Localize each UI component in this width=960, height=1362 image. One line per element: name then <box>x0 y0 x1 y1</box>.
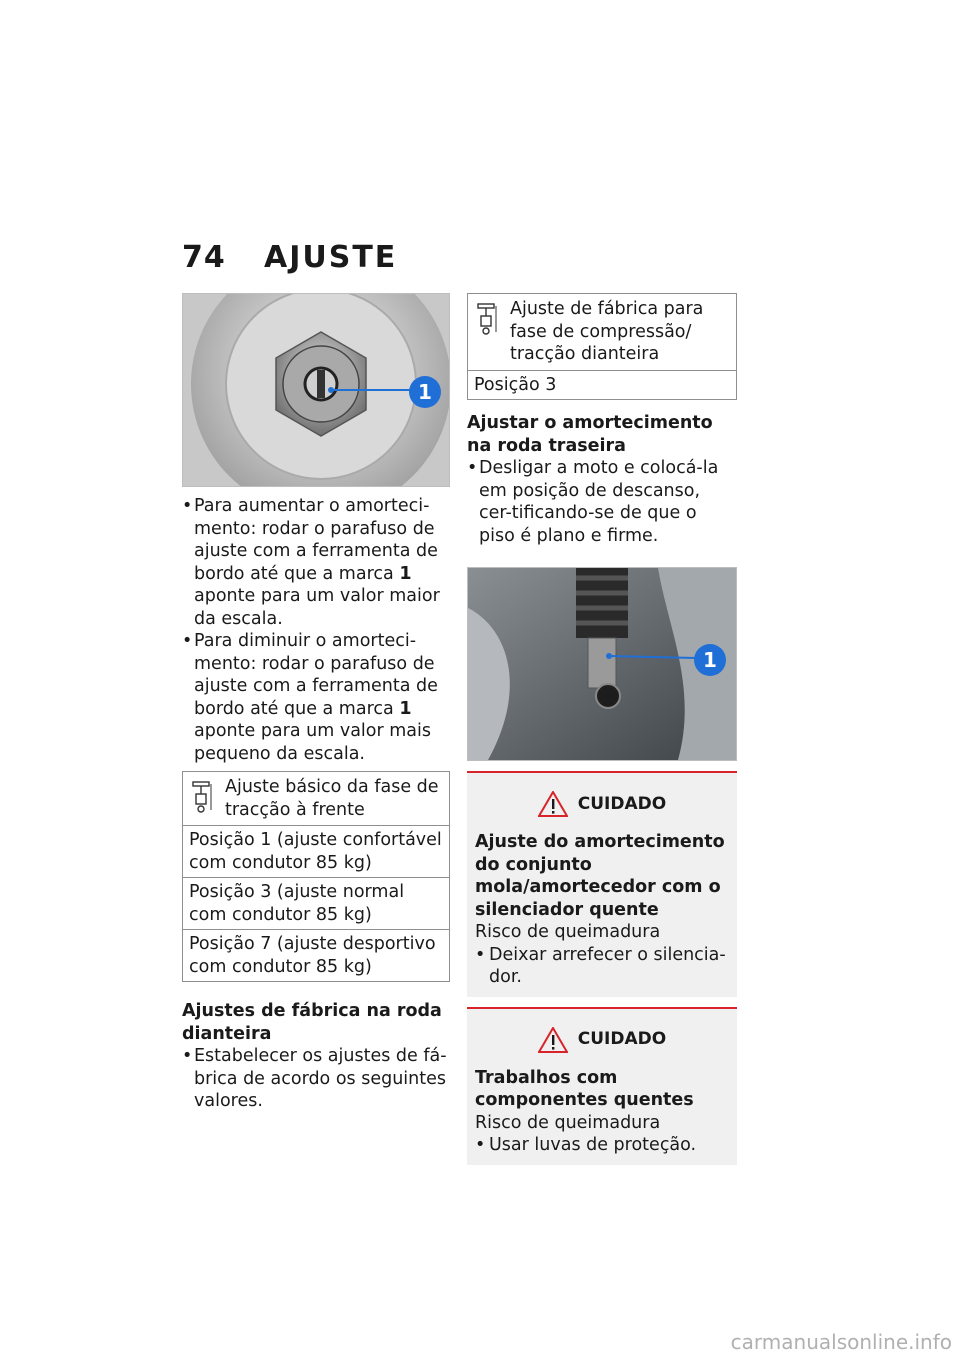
caution-risk: Risco de queimadura <box>475 922 661 942</box>
caution-heading: Ajuste do amortecimento do conjunto mola/amortecedor com o silenciador quente <box>475 832 725 920</box>
page-header <box>182 240 742 280</box>
caution-actions <box>475 944 729 989</box>
list-item: • Desligar a moto e colocá-la em posição de descanso, cer-tificando-se de que o piso é plano e firme. <box>467 457 737 547</box>
spec-row: Posição 1 (ajuste confortável com condutor 85 kg) <box>183 826 449 878</box>
basic-setting-spec-box <box>182 771 450 982</box>
warning-triangle-icon <box>538 791 568 817</box>
spec-row: Posição 3 <box>474 374 557 395</box>
rear-damper-figure <box>467 567 737 761</box>
list-item: • Para aumentar o amorteci-mento: rodar o parafuso de ajuste com a ferramenta de bordo até que a marca 1 aponte para um valor maior da escala. <box>182 495 450 630</box>
section-heading-front-factory: Ajustes de fábrica na roda dianteira <box>182 1001 442 1044</box>
caution-risk: Risco de queimadura <box>475 1112 661 1133</box>
spec-row: Posição 3 (ajuste normal com condutor 85 kg) <box>183 878 449 930</box>
spec-row: Posição 7 (ajuste desportivo com condutor 85 kg) <box>189 934 436 977</box>
front-factory-list <box>182 1045 450 1113</box>
list-item: • Estabelecer os ajustes de fá-brica de acordo os seguintes valores. <box>182 1045 450 1113</box>
callout-marker-1: 1 <box>694 644 726 676</box>
caution-label: CUIDADO <box>577 1029 667 1050</box>
list-item: • Usar luvas de proteção. <box>475 1134 729 1157</box>
section-heading-rear-damping: Ajustar o amortecimento na roda traseira <box>467 413 713 456</box>
left-column <box>182 293 450 1113</box>
caution-title <box>475 791 729 817</box>
spec-box-title: Ajuste de fábrica para fase de compressão/ tracção dianteira <box>510 299 704 364</box>
spec-box-header <box>468 294 736 371</box>
suspension-strut-icon <box>474 298 510 366</box>
spec-box-title: Ajuste básico da fase de tracção à frente <box>225 777 439 820</box>
watermark: carmanualsonline.info <box>730 1330 952 1354</box>
page-title: AJUSTE <box>264 240 398 275</box>
warning-triangle-icon <box>538 1027 568 1053</box>
caution-heading: Trabalhos com componentes quentes <box>475 1067 694 1110</box>
list-item: • Deixar arrefecer o silencia-dor. <box>475 944 729 989</box>
right-column <box>467 293 737 1165</box>
caution-box <box>467 1007 737 1165</box>
caution-label: CUIDADO <box>577 793 667 814</box>
page-number: 74 <box>182 240 226 275</box>
caution-title <box>475 1027 729 1053</box>
suspension-strut-icon <box>189 776 225 821</box>
spec-box-header <box>183 772 449 826</box>
caution-actions <box>475 1134 729 1157</box>
list-item: • Para diminuir o amorteci-mento: rodar o parafuso de ajuste com a ferramenta de bordo até que a marca 1 aponte para um valor mais pequeno da escala. <box>182 630 450 765</box>
callout-marker-1: 1 <box>409 376 441 408</box>
front-damper-figure <box>182 293 450 487</box>
caution-box <box>467 771 737 997</box>
adjust-instructions-list <box>182 495 450 765</box>
rear-damping-list <box>467 457 737 547</box>
factory-setting-spec-box <box>467 293 737 400</box>
